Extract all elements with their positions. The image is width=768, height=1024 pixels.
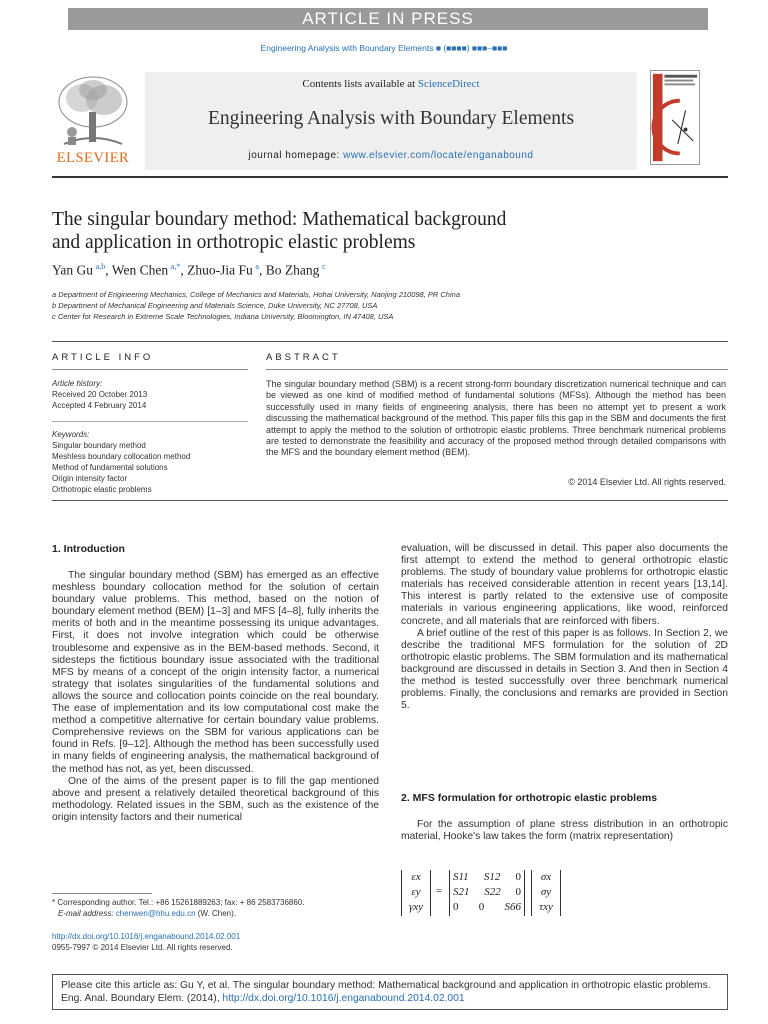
compliance-entry: S66 bbox=[504, 901, 521, 913]
stress-component: τxy bbox=[539, 901, 553, 913]
stress-component: σx bbox=[540, 871, 552, 883]
email-link[interactable]: chenwen@hhu.edu.cn bbox=[115, 909, 196, 918]
author-affil-link[interactable]: a,* bbox=[170, 262, 181, 271]
journal-cover-thumbnail bbox=[650, 70, 700, 165]
info-rule bbox=[52, 369, 248, 370]
compliance-entry: 0 bbox=[453, 901, 459, 913]
issn-line: 0955-7997 © 2014 Elsevier Ltd. All rights reserved. bbox=[52, 943, 233, 952]
affiliation: a Department of Engineering Mechanics, College of Mechanics and Materials, Hohai University, Nanjing 210098, PR China bbox=[52, 290, 460, 299]
compliance-entry: 0 bbox=[478, 901, 485, 913]
strain-component: εx bbox=[411, 871, 421, 883]
article-title bbox=[52, 208, 732, 254]
section-2-body bbox=[401, 819, 728, 843]
keyword: Orthotropic elastic problems bbox=[52, 485, 152, 494]
author-name: Yan Gu bbox=[52, 262, 94, 278]
title-line-1: The singular boundary method: Mathematical background bbox=[52, 209, 507, 230]
doi-block bbox=[52, 931, 240, 953]
equals-sign: = bbox=[436, 885, 443, 897]
keywords-block bbox=[52, 429, 190, 495]
compliance-entry: 0 bbox=[515, 871, 521, 883]
header-rule bbox=[52, 176, 728, 178]
contents-prefix: Contents lists available at bbox=[302, 78, 418, 90]
section-2-heading: 2. MFS formulation for orthotropic elastic problems bbox=[401, 792, 658, 804]
title-line-2: and application in orthotropic elastic problems bbox=[52, 232, 416, 253]
section-rule bbox=[52, 500, 728, 501]
affiliation: b Department of Mechanical Engineering and Materials Science, Duke University, NC 27708, USA bbox=[52, 301, 378, 310]
accepted-date: Accepted 4 February 2014 bbox=[52, 401, 147, 410]
cite-text: Please cite this article as: Gu Y, et al. The singular boundary method: Mathematical background and application in orthotropic elastic problems. Eng. Anal. Boundary Elem. (2014), bbox=[61, 980, 711, 1004]
homepage-link[interactable]: www.elsevier.com/locate/enganabound bbox=[343, 150, 534, 161]
keyword: Method of fundamental solutions bbox=[52, 463, 168, 472]
author-affil-link[interactable]: c bbox=[322, 262, 326, 271]
keyword: Meshless boundary collocation method bbox=[52, 452, 191, 461]
compliance-entry: S21 bbox=[453, 886, 470, 898]
affiliation: c Center for Research in Extreme Scale Technologies, Indiana University, Bloomington, IN 47408, USA bbox=[52, 312, 394, 321]
section-1-heading: 1. Introduction bbox=[52, 543, 125, 555]
strain-component: εy bbox=[411, 886, 421, 898]
corresponding-author: * Corresponding author. Tel.: +86 15261889263; fax: + 86 2583736860. bbox=[52, 898, 305, 907]
received-date: Received 20 October 2013 bbox=[52, 390, 148, 399]
journal-title: Engineering Analysis with Boundary Elements bbox=[207, 108, 575, 129]
abstract-rule bbox=[266, 369, 728, 370]
publisher-name: ELSEVIER bbox=[56, 150, 130, 166]
strain-component: γxy bbox=[408, 901, 424, 913]
compliance-entry: S22 bbox=[484, 886, 501, 898]
keyword: Origin intensity factor bbox=[52, 474, 128, 483]
keywords-label: Keywords: bbox=[52, 430, 90, 439]
author-list: Yan Gu $^{a,b}$, Wen Chen $^{a,*}$, Zhuo-Jia Fu $^a$, Bo Zhang $^c$ bbox=[52, 262, 326, 278]
paragraph: For the assumption of plane stress distribution in an orthotropic material, Hooke's law takes the form (matrix representation) bbox=[401, 819, 728, 843]
section-rule bbox=[52, 341, 728, 342]
homepage-prefix: journal homepage: bbox=[248, 150, 344, 161]
corresponding-author-footnote bbox=[52, 897, 305, 919]
article-history bbox=[52, 378, 147, 411]
hooke-law-equation bbox=[401, 870, 601, 918]
author-affil-link[interactable]: a bbox=[255, 262, 259, 271]
abstract-text: The singular boundary method (SBM) is a recent strong-form boundary discretization numerical technique and can be viewed as one kind of modified method of fundamental solutions (MFSs). Although the method has been successfully used in many fields of engineering analysis, there has been no attempt yet to present a work discussing the mathematical background of the method. This paper fills this gap in the SBM and documents the first attempt to apply the method to the solution of orthotropic elastic problems. Three benchmark numerical problems are tested to demonstrate the feasibility and accuracy of the proposed method through detailed comparisons with the MFS and the boundary element method (BEM). bbox=[266, 379, 726, 458]
compliance-entry: 0 bbox=[515, 886, 521, 898]
footnote-rule bbox=[52, 893, 152, 894]
author-name: Wen Chen bbox=[111, 262, 169, 278]
author-affil-link[interactable]: a,b bbox=[95, 262, 106, 271]
info-rule bbox=[52, 421, 248, 422]
section-1-body bbox=[52, 570, 379, 824]
paragraph: The singular boundary method (SBM) has emerged as an effective meshless boundary collocation method for the solution of certain boundary value problems. This method, based on the notion of boundary element method (BEM) [1–3] and MFS [4–8], fully inherits the merits of both and in the meantime possessing its unique advantages. First, it does not involve integration which could be otherwise troublesome and expensive as in the BEM-based methods. Second, it sidesteps the fictitious boundary issue associated with the traditional MFS by means of a concept of the origin intensity factor, a numerical strategy that isolates singularities of the fundamental solutions and allows the source and collocation points coincide on the real boundary. The ease of implementation and its low computational cost make the method a competitive alternative for certain boundary value problems. Comprehensive reviews on the SBM for various applications can be found in Refs. [9–12]. Although the method has been successfully used in many fields of engineering analysis, the mathematical background of the method has not, as yet, been discussed. bbox=[52, 570, 379, 775]
paragraph: One of the aims of the present paper is to fill the gap mentioned above and present a relatively detailed theoretical background of this methodology. Related issues in the SBM, such as the existence of the origin intensity factors and their numerical bbox=[52, 775, 379, 823]
affiliations bbox=[52, 289, 460, 322]
cite-doi-link[interactable]: http://dx.doi.org/10.1016/j.enganabound.2014.02.001 bbox=[222, 993, 465, 1004]
email-suffix: (W. Chen). bbox=[195, 909, 236, 918]
cite-this-article-box bbox=[52, 974, 728, 1010]
copyright: © 2014 Elsevier Ltd. All rights reserved. bbox=[568, 477, 726, 487]
doi-link[interactable]: http://dx.doi.org/10.1016/j.enganabound.2014.02.001 bbox=[52, 932, 241, 941]
keyword: Singular boundary method bbox=[52, 441, 146, 450]
history-label: Article history: bbox=[52, 379, 103, 388]
compliance-entry: S12 bbox=[483, 871, 501, 883]
author-name: Bo Zhang bbox=[265, 262, 320, 278]
article-info-heading: ARTICLE INFO bbox=[52, 352, 154, 363]
stress-component: σy bbox=[540, 886, 552, 898]
email-label: E-mail address: bbox=[58, 909, 116, 918]
compliance-entry: S11 bbox=[453, 871, 469, 883]
author-name: Zhuo-Jia Fu bbox=[187, 262, 253, 278]
contents-line bbox=[145, 78, 637, 90]
article-in-press-banner: ARTICLE IN PRESS bbox=[68, 8, 708, 30]
journal-cite-line[interactable]: Engineering Analysis with Boundary Elements ■ (■■■■) ■■■–■■■ bbox=[260, 43, 508, 53]
paragraph: A brief outline of the rest of this paper is as follows. In Section 2, we describe the traditional MFS formulation for the solution of 2D orthotropic elastic problems. The SBM formulation and its mathematical background are discussed in details in Section 3. And then in Section 4 the method is tested successfully over three benchmark numerical problems. Finally, the conclusions and remarks are provided in Section 5. bbox=[401, 627, 728, 712]
column-2-body bbox=[401, 543, 728, 712]
paragraph: evaluation, will be discussed in detail. This paper also documents the first attempt to extend the method to general orthotropic elastic problems. The study of boundary value problems for orthotropic elastic materials has received considerable attention in recent years [13,14]. This interest is partly related to the extensive use of composite materials in various engineering applications, like wood, reinforced concrete, and all materials that are reinforced with fibers. bbox=[401, 543, 728, 627]
sciencedirect-link[interactable]: ScienceDirect bbox=[417, 78, 480, 90]
abstract-heading: ABSTRACT bbox=[266, 352, 341, 363]
homepage-line bbox=[145, 150, 637, 161]
